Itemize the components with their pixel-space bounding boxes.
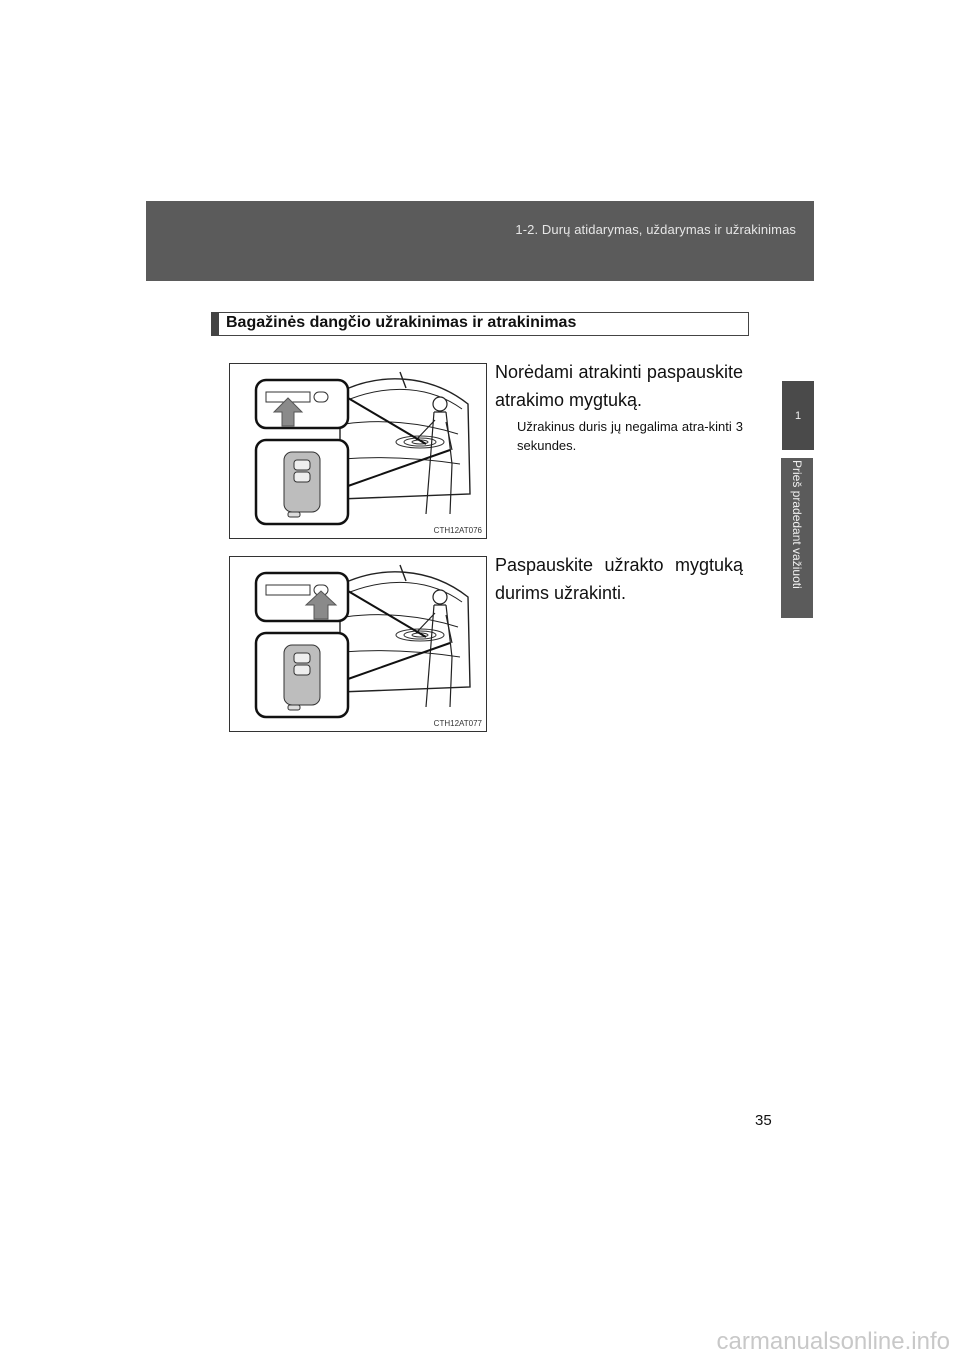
chapter-number: 1 xyxy=(794,409,802,422)
figure-lock-trunk xyxy=(229,556,487,732)
figure-code: CTH12AT076 xyxy=(433,526,482,535)
trunk-illustration xyxy=(230,557,486,731)
watermark[interactable]: carmanualsonline.info xyxy=(716,1328,950,1355)
step-text-unlock: Norėdami atrakinti paspauskite atrakimo mygtuką. xyxy=(495,362,743,410)
section-heading xyxy=(211,312,749,336)
header-title: 1-2. Durų atidarymas, uždarymas ir užrakinimas xyxy=(515,222,796,237)
chapter-label: Prieš pradedant važiuoti xyxy=(790,460,804,589)
chapter-tab[interactable] xyxy=(782,381,814,450)
step-text-lock: Paspauskite užrakto mygtuką durims užrakinti. xyxy=(495,555,743,603)
section-heading-text: Bagažinės dangčio užrakinimas ir atrakinimas xyxy=(226,314,577,331)
section-heading-marker xyxy=(212,313,219,335)
figure-code: CTH12AT077 xyxy=(433,719,482,728)
step-note-unlock: Užrakinus duris jų negalima atra-kinti 3 sekundes. xyxy=(517,419,743,453)
chapter-side-label xyxy=(781,458,813,618)
header-band xyxy=(146,201,814,281)
trunk-illustration xyxy=(230,364,486,538)
figure-unlock-trunk xyxy=(229,363,487,539)
page-number: 35 xyxy=(755,1112,772,1129)
